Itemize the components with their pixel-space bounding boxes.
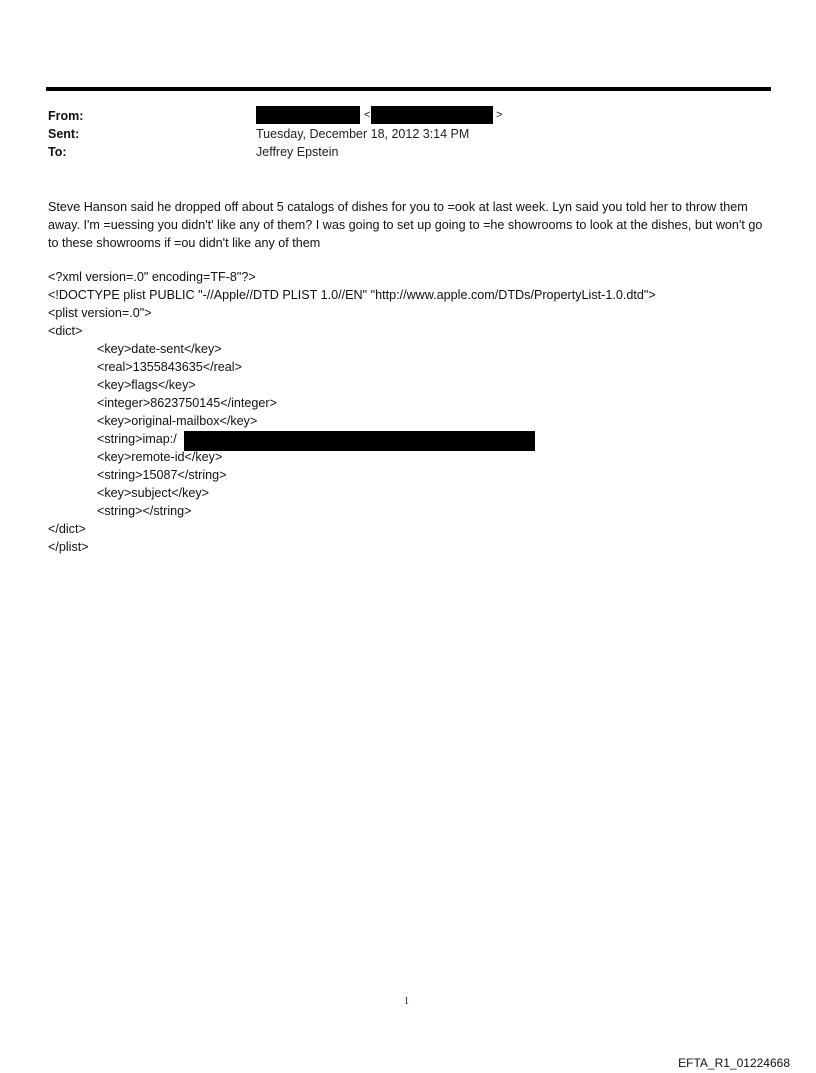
plist-line: <string>imap:/ [97,432,177,446]
plist-line: <key>date-sent</key> [97,342,222,356]
to-value: Jeffrey Epstein [256,145,339,159]
plist-line: <key>original-mailbox</key> [97,414,258,428]
sent-label: Sent: [48,127,80,141]
plist-line: </plist> [48,540,89,554]
sender-email-close-bracket: > [496,109,503,121]
page-number: 1 [404,996,409,1007]
sender-email-open-bracket: < [364,109,371,121]
from-label: From: [48,109,84,123]
sent-value: Tuesday, December 18, 2012 3:14 PM [256,127,470,141]
to-label: To: [48,145,67,159]
plist-line: <plist version=.0"> [48,306,152,320]
plist-line: </dict> [48,522,86,536]
redacted-sender-name [256,106,360,124]
plist-line: <key>remote-id</key> [97,450,223,464]
redacted-sender-email [371,106,493,124]
header-divider [46,87,771,91]
plist-line: <string>15087</string> [97,468,227,482]
message-body: Steve Hanson said he dropped off about 5 catalogs of dishes for you to =ook at last week. Lyn said you told her to throw them away. I'm =uessing you didn't' like any of them? I was going to set up going to =he showrooms to look at the dishes, but won't go to these showrooms if =ou didn't like any of them [48,200,763,250]
plist-line: <dict> [48,324,83,338]
plist-line: <real>1355843635</real> [97,360,242,374]
plist-line: <integer>8623750145</integer> [97,396,277,410]
bates-number: EFTA_R1_01224668 [678,1056,790,1070]
plist-line: <string></string> [97,504,192,518]
plist-line: <key>flags</key> [97,378,196,392]
redacted-mailbox-path [184,431,535,451]
plist-line: <?xml version=.0" encoding=TF-8"?> [48,270,256,284]
plist-line: <!DOCTYPE plist PUBLIC "-//Apple//DTD PLIST 1.0//EN" "http://www.apple.com/DTDs/PropertyList-1.0.dtd"> [48,288,656,302]
plist-line: <key>subject</key> [97,486,210,500]
